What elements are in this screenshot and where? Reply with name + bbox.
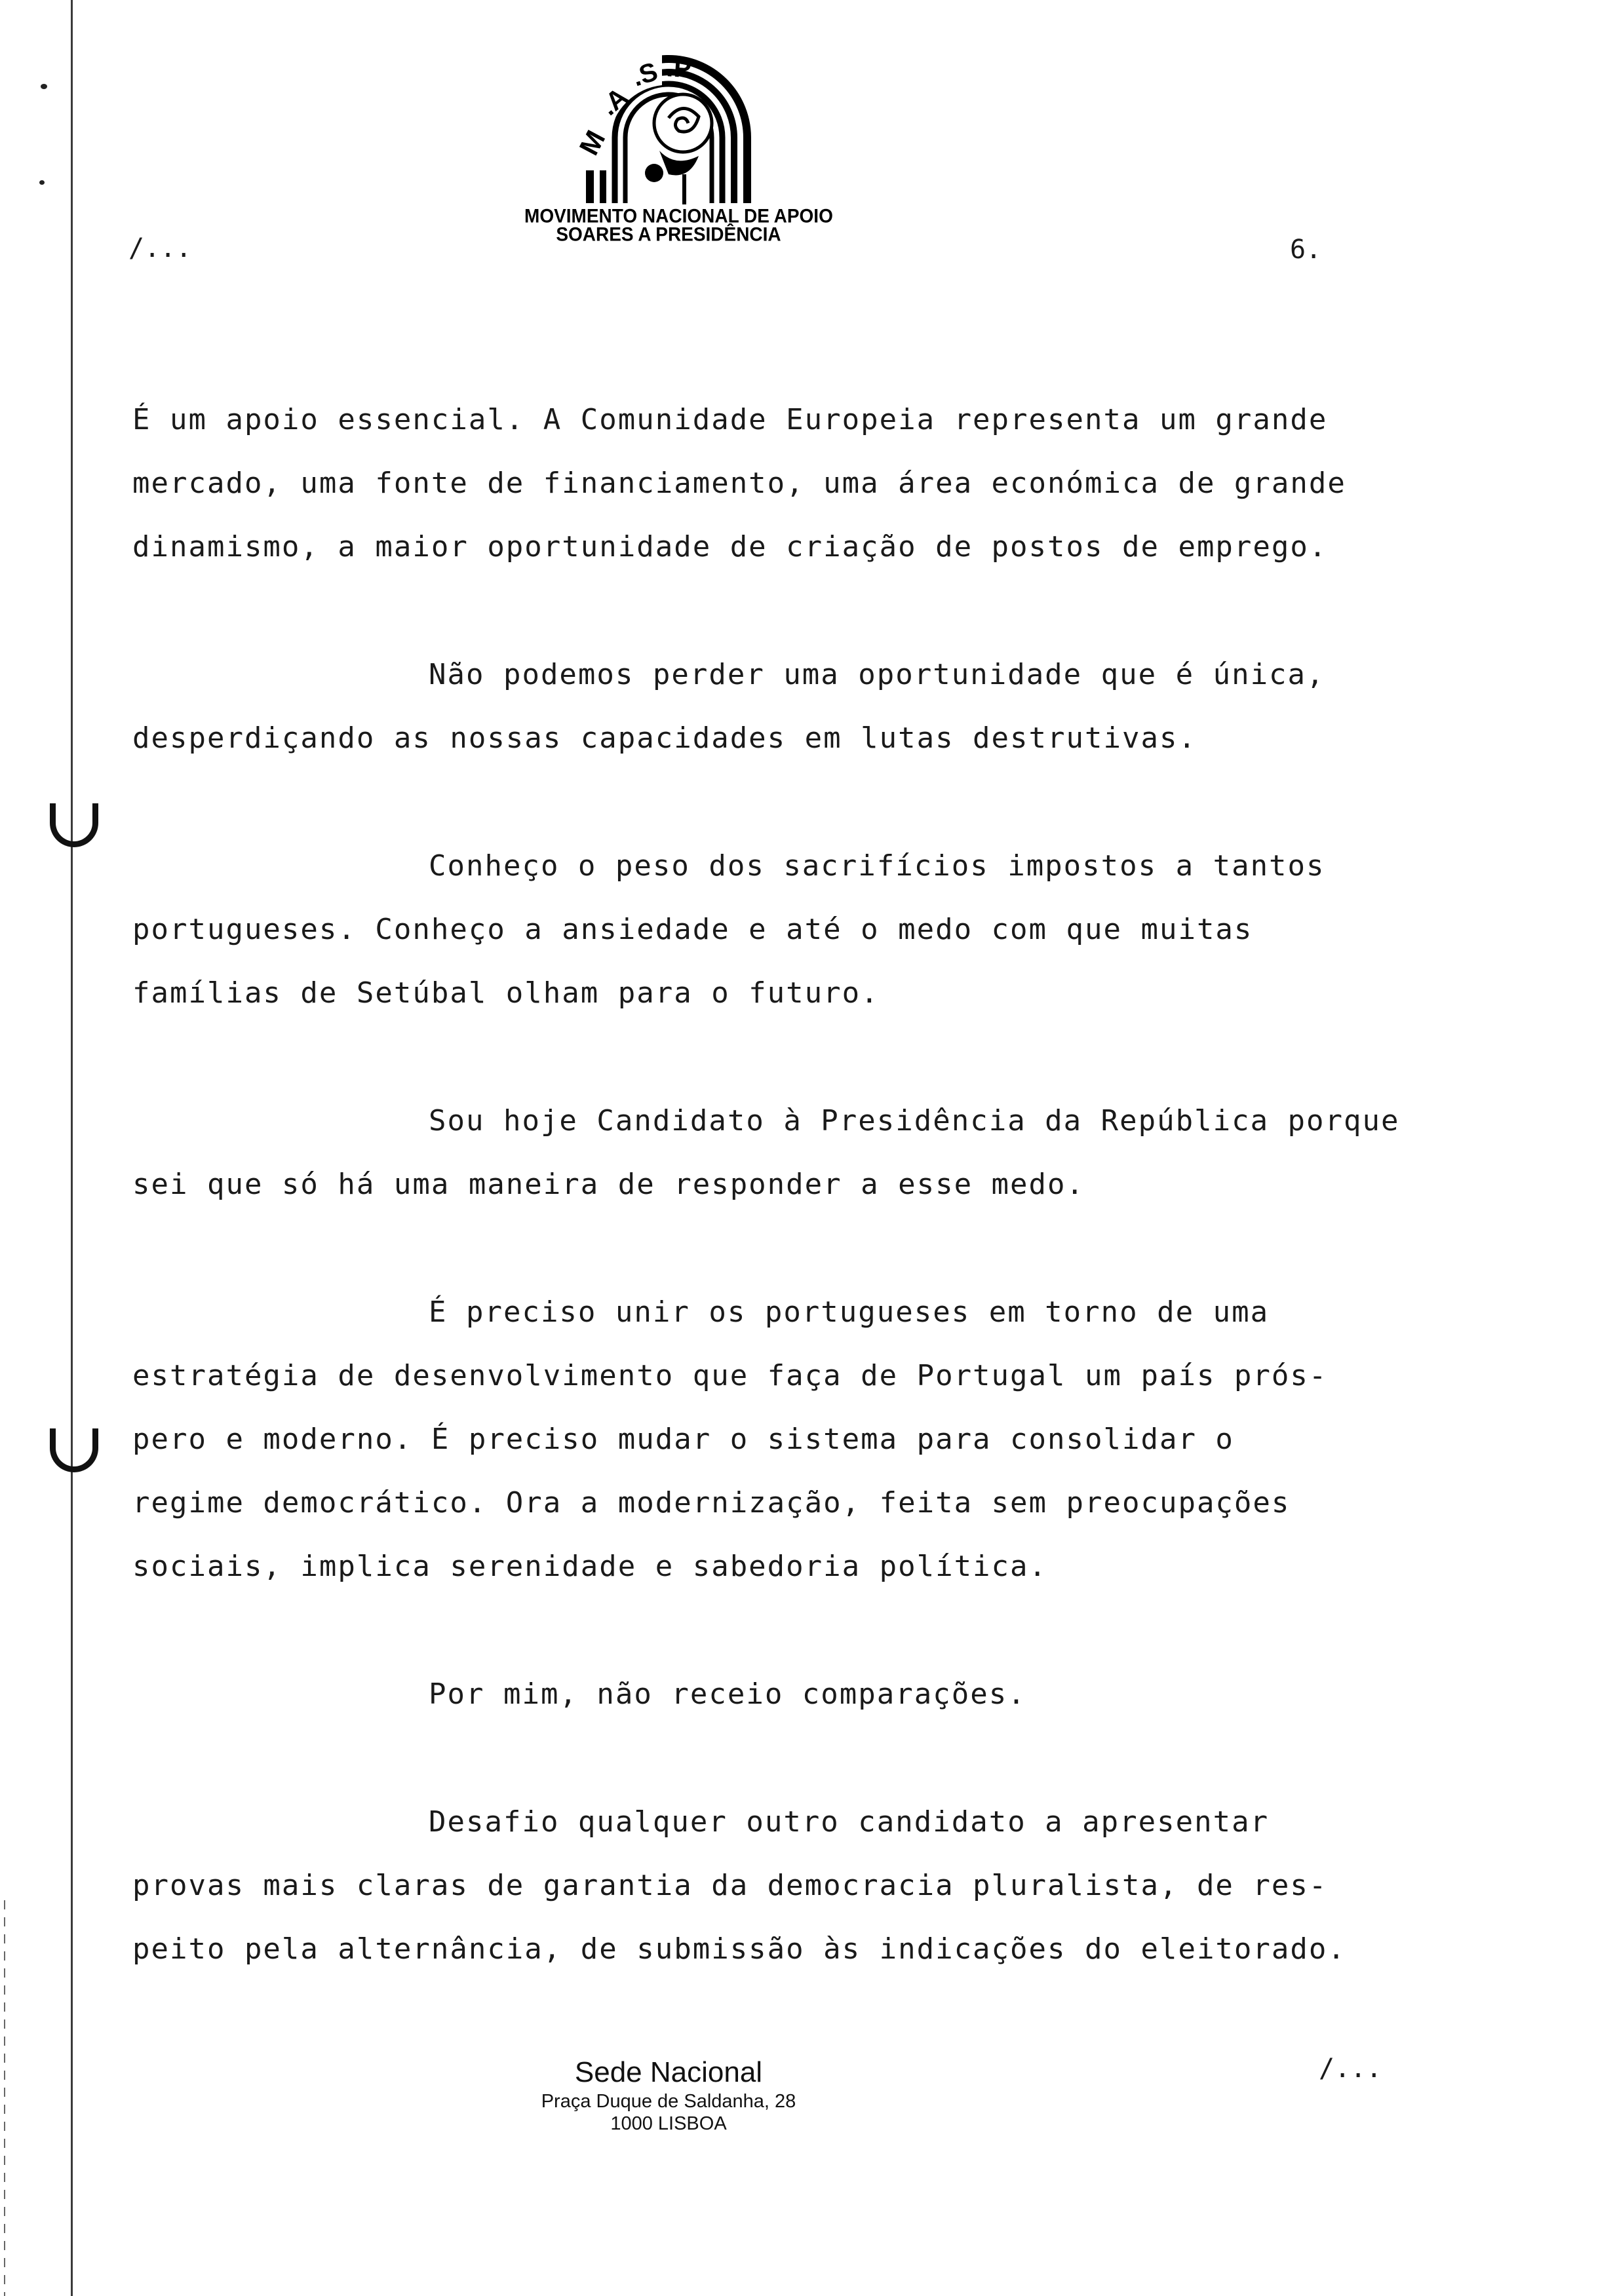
text-line: famílias de Setúbal olham para o futuro.: [132, 976, 880, 1010]
footer-continued-mark: /...: [1319, 2054, 1382, 2084]
masp-emblem-icon: [544, 39, 793, 207]
paragraph: [132, 388, 1483, 579]
text-line: Desafio qualquer outro candidato a apresentar: [429, 1805, 1270, 1839]
text-line: regime democrático. Ora a modernização, feita sem preocupações: [132, 1486, 1291, 1520]
masp-logo: [524, 39, 833, 269]
text-line: Por mim, não receio comparações.: [429, 1677, 1026, 1711]
svg-text:M: M: [573, 125, 612, 161]
footer-street: Praça Duque de Saldanha, 28: [541, 2091, 796, 2112]
text-line: Não podemos perder uma oportunidade que é única,: [429, 658, 1325, 691]
text-line: provas mais claras de garantia da democracia pluralista, de res-: [132, 1869, 1328, 1902]
page-number: 6.: [1290, 235, 1322, 265]
text-line: sociais, implica serenidade e sabedoria política.: [132, 1550, 1048, 1583]
scan-edge-mark: [4, 1900, 5, 2296]
text-line: mercado, uma fonte de financiamento, uma área económica de grande: [132, 467, 1346, 500]
scan-speck: [41, 84, 47, 89]
punch-hole-mark: [50, 803, 98, 847]
svg-text:.A: .A: [594, 82, 634, 121]
text-line: estratégia de desenvolvimento que faça de Portugal um país prós-: [132, 1359, 1328, 1392]
svg-text:.S: .S: [629, 57, 661, 92]
footer-office-name: Sede Nacional: [574, 2056, 763, 2088]
paragraph: [132, 643, 1483, 770]
text-line: É preciso unir os portugueses em torno de uma: [429, 1295, 1270, 1329]
paragraph: [132, 1662, 1483, 1726]
footer-address: [485, 2055, 852, 2135]
paragraph: [132, 834, 1483, 1025]
punch-hole-mark: [50, 1428, 98, 1472]
text-line: portugueses. Conheço a ansiedade e até o medo com que muitas: [132, 913, 1253, 946]
paragraph: [132, 1790, 1483, 1981]
scan-speck: [39, 180, 45, 185]
paragraph: [132, 1089, 1483, 1216]
paragraph: [132, 1280, 1483, 1598]
text-line: desperdiçando as nossas capacidades em lutas destrutivas.: [132, 721, 1197, 755]
text-line: sei que só há uma maneira de responder a esse medo.: [132, 1168, 1085, 1201]
text-line: É um apoio essencial. A Comunidade Europeia representa um grande: [132, 403, 1328, 436]
text-line: Conheço o peso dos sacrifícios impostos a tantos: [429, 849, 1325, 883]
text-line: pero e moderno. É preciso mudar o sistema para consolidar o: [132, 1423, 1234, 1456]
header-continued-mark: /...: [128, 233, 192, 263]
footer-city: 1000 LISBOA: [610, 2113, 727, 2134]
binding-edge-line: [71, 0, 73, 2296]
text-line: dinamismo, a maior oportunidade de criação de postos de emprego.: [132, 530, 1328, 564]
text-line: Sou hoje Candidato à Presidência da República porque: [429, 1104, 1400, 1138]
svg-text:.P.: .P.: [665, 53, 697, 85]
logo-line-1: MOVIMENTO NACIONAL DE APOIO: [524, 205, 833, 227]
letter-body: [132, 388, 1483, 2045]
logo-line-2: SOARES A PRESIDÊNCIA: [556, 223, 781, 245]
text-line: peito pela alternância, de submissão às indicações do eleitorado.: [132, 1932, 1346, 1966]
